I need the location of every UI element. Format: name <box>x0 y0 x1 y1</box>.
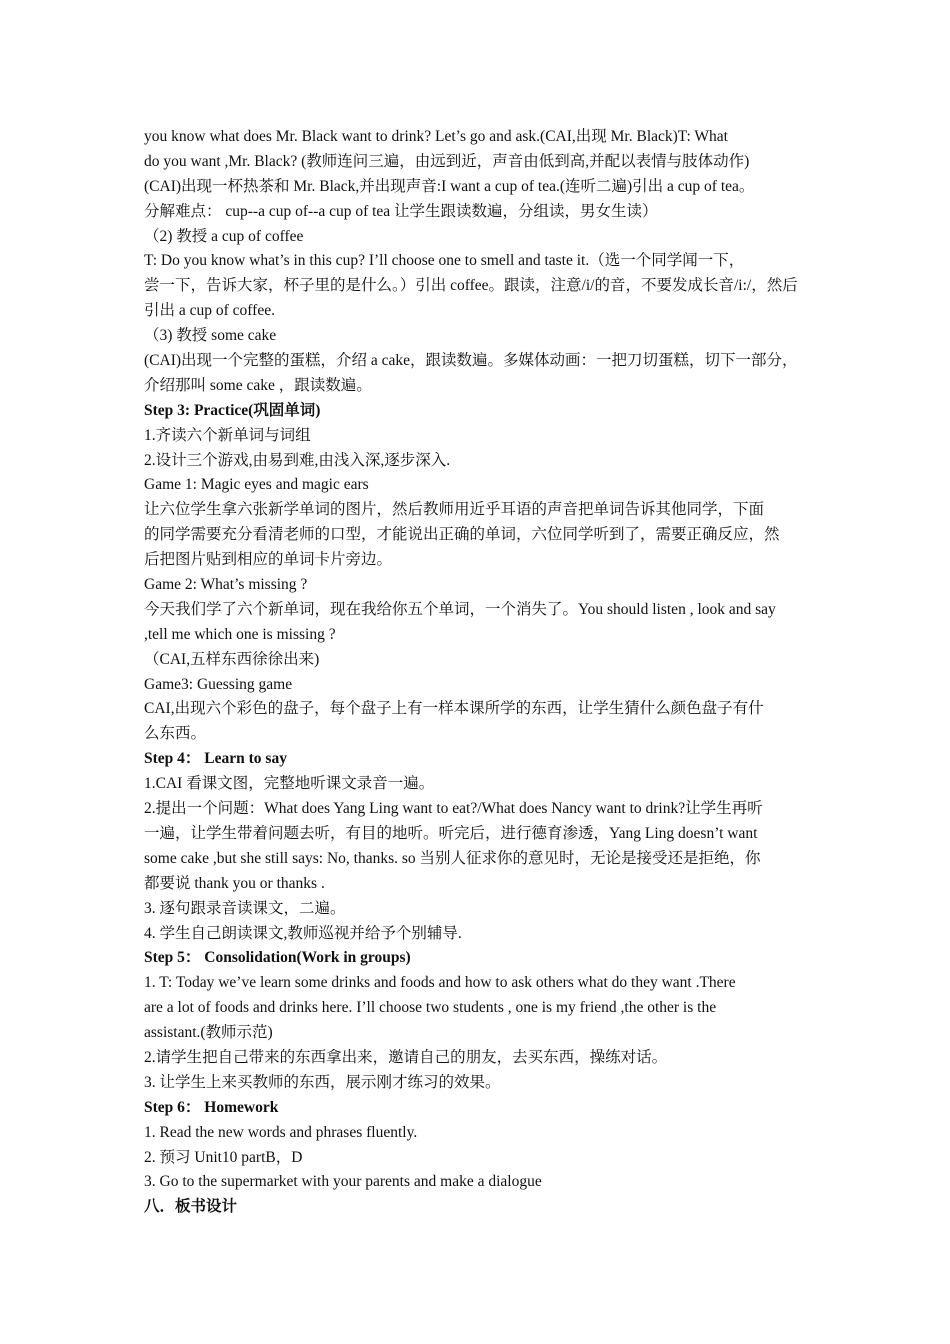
text-line: 2. 预习 Unit10 partB，D <box>144 1148 303 1166</box>
text-line: 一遍，让学生带着问题去听，有目的地听。听完后，进行德育渗透，Yang Ling doesn’t want <box>144 824 758 842</box>
section-heading: Step 3: Practice(巩固单词) <box>144 401 321 419</box>
text-line: 1. Read the new words and phrases fluently. <box>144 1123 418 1141</box>
text-line: (CAI)出现一个完整的蛋糕，介绍 a cake，跟读数遍。多媒体动画：一把刀切蛋糕，切下一部分， <box>144 352 798 370</box>
text-line: （3) 教授 some cake <box>144 327 277 345</box>
text-line: 1.齐读六个新单词与词组 <box>144 426 311 444</box>
text-line: （2) 教授 a cup of coffee <box>144 227 304 245</box>
text-line: Game 2: What’s missing ? <box>144 576 308 594</box>
text-line: 3. 逐句跟录音读课文，二遍。 <box>144 899 346 917</box>
text-line: 4. 学生自己朗读课文,教师巡视并给予个别辅导. <box>144 924 462 942</box>
text-line: do you want ,Mr. Black? (教师连问三遍，由远到近，声音由低到高,并配以表情与肢体动作) <box>144 152 750 170</box>
text-line: 今天我们学了六个新单词，现在我给你五个单词，一个消失了。You should listen , look and say <box>144 600 776 618</box>
text-line: (CAI)出现一杯热茶和 Mr. Black,并出现声音:I want a cup of tea.(连听二遍)引出 a cup of tea。 <box>144 177 755 195</box>
text-line: 后把图片贴到相应的单词卡片旁边。 <box>144 551 393 569</box>
text-line: 尝一下，告诉大家，杯子里的是什么。）引出 coffee。跟读，注意/i/的音，不要发成长音/i:/，然后 <box>144 277 798 295</box>
text-line: you know what does Mr. Black want to drink? Let’s go and ask.(CAI,出现 Mr. Black)T: What <box>144 128 728 145</box>
text-line: 么东西。 <box>144 725 207 743</box>
text-line: ,tell me which one is missing ? <box>144 625 336 643</box>
text-line: 1. T: Today we’ve learn some drinks and foods and how to ask others what do they want .There <box>144 974 736 992</box>
text-line: are a lot of foods and drinks here. I’ll choose two students , one is my friend ,the other is the <box>144 999 717 1017</box>
text-line: some cake ,but she still says: No, thanks. so 当别人征求你的意见时，无论是接受还是拒绝，你 <box>144 849 761 867</box>
text-line: 介绍那叫 some cake ，跟读数遍。 <box>144 376 372 394</box>
text-line: assistant.(教师示范) <box>144 1024 273 1042</box>
text-line: 的同学需要充分看清老师的口型，才能说出正确的单词，六位同学听到了，需要正确反应，然 <box>144 526 780 544</box>
text-line: （CAI,五样东西徐徐出来) <box>144 650 320 668</box>
section-heading: Step 6： Homework <box>144 1098 279 1116</box>
document-body <box>144 125 808 1220</box>
text-line: Game 1: Magic eyes and magic ears <box>144 476 369 494</box>
text-line: 3. Go to the supermarket with your parents and make a dialogue <box>144 1173 542 1191</box>
text-line: 2.请学生把自己带来的东西拿出来，邀请自己的朋友，去买东西，操练对话。 <box>144 1048 668 1066</box>
text-line: 3. 让学生上来买教师的东西，展示刚才练习的效果。 <box>144 1073 501 1091</box>
section-heading: 八．板书设计 <box>144 1198 238 1216</box>
text-line: 2.设计三个游戏,由易到难,由浅入深,逐步深入. <box>144 451 451 469</box>
text-line: 1.CAI 看课文图，完整地听课文录音一遍。 <box>144 775 435 793</box>
text-line: 2.提出一个问题：What does Yang Ling want to eat?/What does Nancy want to drink?让学生再听 <box>144 800 763 818</box>
section-heading: Step 5： Consolidation(Work in groups) <box>144 949 411 967</box>
text-line: 都要说 thank you or thanks . <box>144 874 325 892</box>
text-line: 分解难点： cup--a cup of--a cup of tea 让学生跟读数遍，分组读，男女生读） <box>144 202 658 220</box>
text-line: T: Do you know what’s in this cup? I’ll choose one to smell and taste it.（选一个同学闻一下， <box>144 252 745 270</box>
text-line: Game3: Guessing game <box>144 675 293 693</box>
text-line: 让六位学生拿六张新学单词的图片，然后教师用近乎耳语的声音把单词告诉其他同学，下面 <box>144 501 765 519</box>
text-line: 引出 a cup of coffee. <box>144 302 275 320</box>
text-line: CAI,出现六个彩色的盘子，每个盘子上有一样本课所学的东西，让学生猜什么颜色盘子有什 <box>144 700 764 718</box>
section-heading: Step 4： Learn to say <box>144 750 287 768</box>
